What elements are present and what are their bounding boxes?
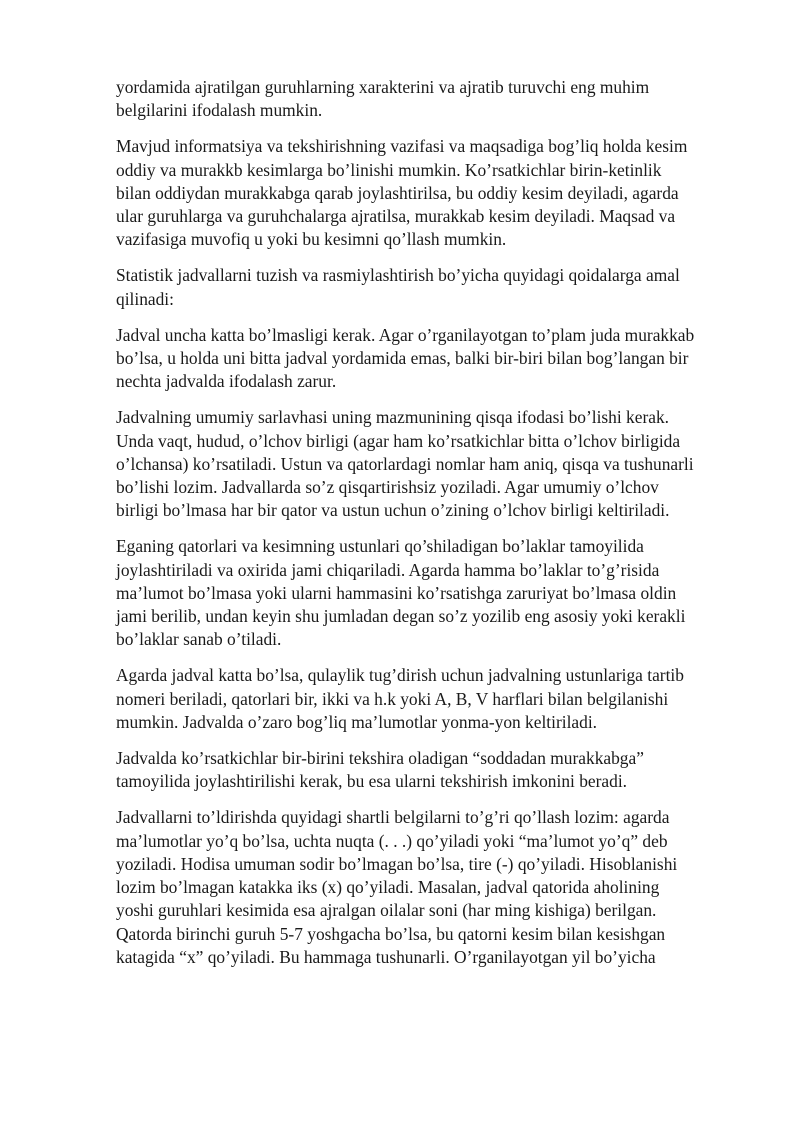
document-page bbox=[116, 76, 746, 982]
paragraph: Jadvalda ko’rsatkichlar bir-birini tekshira oladigan “soddadan murakkabga” tamoyilida joylashtirilishi kerak, bu esa ularni tekshirish imkonini beradi. bbox=[116, 748, 644, 792]
paragraph: Jadval uncha katta bo’lmasligi kerak. Agar o’rganilayotgan to’plam juda murakkab bo’lsa, u holda uni bitta jadval yordamida emas, balki bir-biri bilan bog’langan bir nechta jadvalda ifodalash zarur. bbox=[116, 324, 695, 392]
paragraph: Agarda jadval katta bo’lsa, qulaylik tug’dirish uchun jadvalning ustunlariga tartib nomeri beriladi, qatorlari bir, ikki va h.k yoki A, B, V harflari bilan belgilanishi mumkin. Jadvalda o’zaro bog’liq ma’lumotlar yonma-yon keltiriladi. bbox=[116, 665, 684, 732]
paragraph: Statistik jadvallarni tuzish va rasmiylashtirish bo’yicha quyidagi qoidalarga amal qilinadi: bbox=[116, 265, 680, 309]
paragraph: Jadvalning umumiy sarlavhasi uning mazmunining qisqa ifodasi bo’lishi kerak. Unda vaqt, hudud, o’lchov birligi (agar ham ko’rsatkichlar bitta o’lchov birligida o’lchansa) ko’rsatiladi. Ustun va qatorlardagi nomlar ham aniq, qisqa va tushunarli bo’lishi lozim. Jadvallarda so’z qisqartirishsiz yoziladi. Agar umumiy o’lchov birligi bo’lmasa har bir qator va ustun uchun o’zining o’lchov birligi keltiriladi. bbox=[116, 407, 694, 521]
paragraph: Jadvallarni to’ldirishda quyidagi shartli belgilarni to’g’ri qo’llash lozim: agarda ma’lumotlar yo’q bo’lsa, uchta nuqta (. . .) qo’yiladi yoki “ma’lumot yo’q” deb yoziladi. Hodisa umuman sodir bo’lmagan bo’lsa, tire (-) qo’yiladi. Hisoblanishi lozim bo’lmagan katakka iks (x) qo’yiladi. Masalan, jadval qatorida aholining yoshi guruhlari kesimida esa ajralgan oilalar soni (har ming kishiga) berilgan. Qatorda birinchi guruh 5-7 yoshgacha bo’lsa, bu qatorni kesim bilan kesishgan katagida “x” qo’yiladi. Bu hammaga tushunarli. O’rganilayotgan yil bo’yicha bbox=[116, 807, 678, 967]
paragraph: Eganing qatorlari va kesimning ustunlari qo’shiladigan bo’laklar tamoyilida joylashtiriladi va oxirida jami chiqariladi. Agarda hamma bo’laklar to’g’risida ma’lumot bo’lmasa yoki ularni hammasini ko’rsatishga zaruriyat bo’lmasa oldin jami berilib, undan keyin shu jumladan degan so’z yozilib eng asosiy yoki kerakli bo’laklar sanab o’tiladi. bbox=[116, 536, 686, 650]
paragraph: yordamida ajratilgan guruhlarning xarakterini va ajratib turuvchi eng muhim belgilarini ifodalash mumkin. bbox=[116, 77, 650, 121]
paragraph: Mavjud informatsiya va tekshirishning vazifasi va maqsadiga bog’liq holda kesim oddiy va murakkb kesimlarga bo’linishi mumkin. Ko’rsatkichlar birin-ketinlik bilan oddiydan murakkabga qarab joylashtirilsa, bu oddiy kesim deyiladi, agarda ular guruhlarga va guruhchalarga ajratilsa, murakkab kesim deyiladi. Maqsad va vazifasiga muvofiq u yoki bu kesimni qo’llash mumkin. bbox=[116, 136, 688, 250]
